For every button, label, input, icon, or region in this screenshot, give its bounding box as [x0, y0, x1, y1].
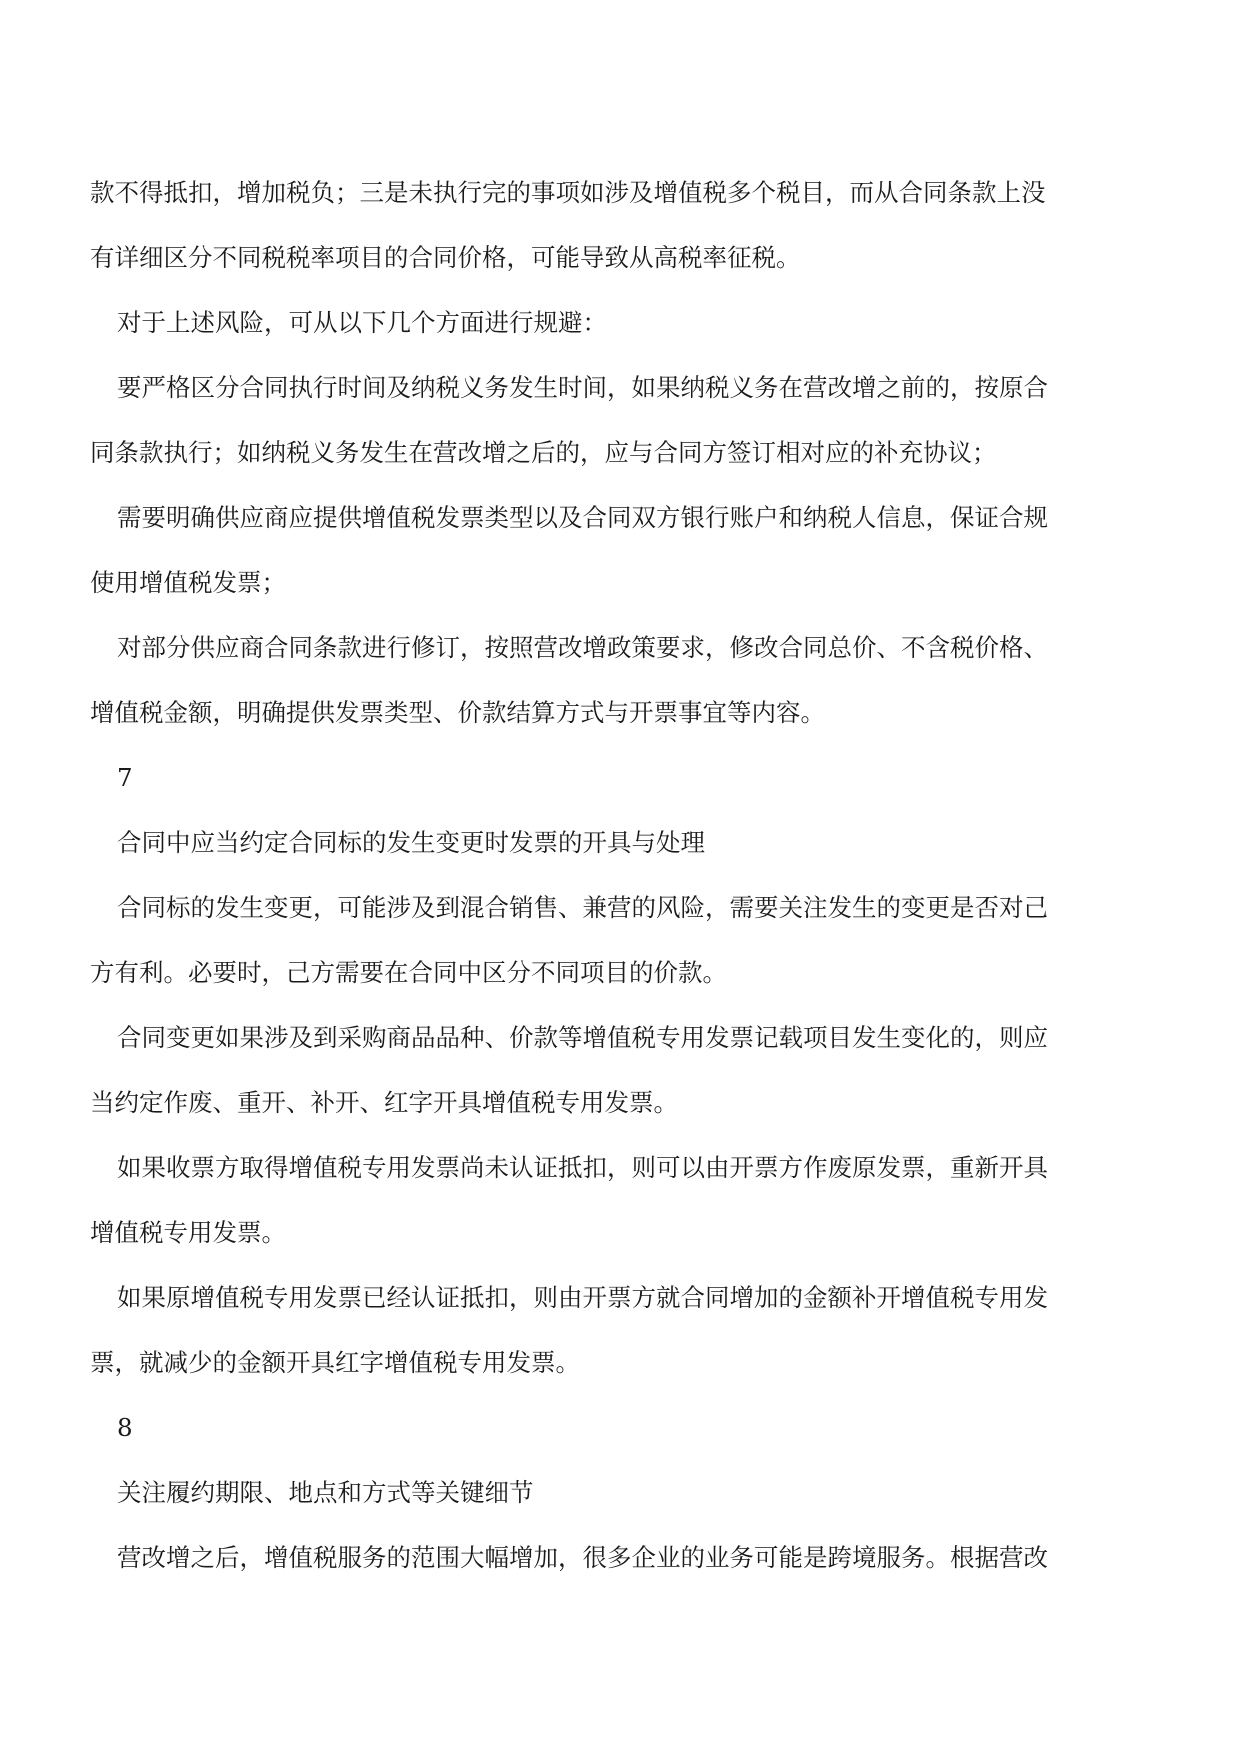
text-line: 增值税金额，明确提供发票类型、价款结算方式与开票事宜等内容。: [90, 698, 825, 727]
section-heading: 合同中应当约定合同标的发生变更时发票的开具与处理: [117, 828, 705, 857]
text-line: 有详细区分不同税税率项目的合同价格，可能导致从高税率征税。: [90, 243, 801, 272]
document-body: [90, 160, 1148, 1590]
text-line: 对于上述风险，可从以下几个方面进行规避：: [117, 308, 607, 337]
text-line: 营改增之后，增值税服务的范围大幅增加，很多企业的业务可能是跨境服务。根据营改: [117, 1543, 1048, 1572]
text-line: 当约定作废、重开、补开、红字开具增值税专用发票。: [90, 1088, 678, 1117]
text-line: 如果收票方取得增值税专用发票尚未认证抵扣，则可以由开票方作废原发票，重新开具: [117, 1153, 1048, 1182]
text-line: 合同标的发生变更，可能涉及到混合销售、兼营的风险，需要关注发生的变更是否对己: [117, 893, 1048, 922]
text-line: 要严格区分合同执行时间及纳税义务发生时间，如果纳税义务在营改增之前的，按原合: [117, 373, 1048, 402]
text-line: 增值税专用发票。: [90, 1218, 286, 1247]
text-line: 使用增值税发票；: [90, 568, 286, 597]
text-line: 票，就减少的金额开具红字增值税专用发票。: [90, 1348, 580, 1377]
text-line: 同条款执行；如纳税义务发生在营改增之后的，应与合同方签订相对应的补充协议；: [90, 438, 997, 467]
text-line: 需要明确供应商应提供增值税发票类型以及合同双方银行账户和纳税人信息，保证合规: [117, 503, 1048, 532]
text-line: 款不得抵扣，增加税负；三是未执行完的事项如涉及增值税多个税目，而从合同条款上没: [90, 178, 1046, 207]
section-heading: 关注履约期限、地点和方式等关键细节: [117, 1478, 534, 1507]
section-number: 7: [117, 763, 133, 792]
text-line: 如果原增值税专用发票已经认证抵扣，则由开票方就合同增加的金额补开增值税专用发: [117, 1283, 1048, 1312]
text-line: 合同变更如果涉及到采购商品品种、价款等增值税专用发票记载项目发生变化的，则应: [117, 1023, 1048, 1052]
section-number: 8: [117, 1413, 133, 1442]
text-line: 方有利。必要时，己方需要在合同中区分不同项目的价款。: [90, 958, 727, 987]
text-line: 对部分供应商合同条款进行修订，按照营改增政策要求，修改合同总价、不含税价格、: [117, 633, 1048, 662]
